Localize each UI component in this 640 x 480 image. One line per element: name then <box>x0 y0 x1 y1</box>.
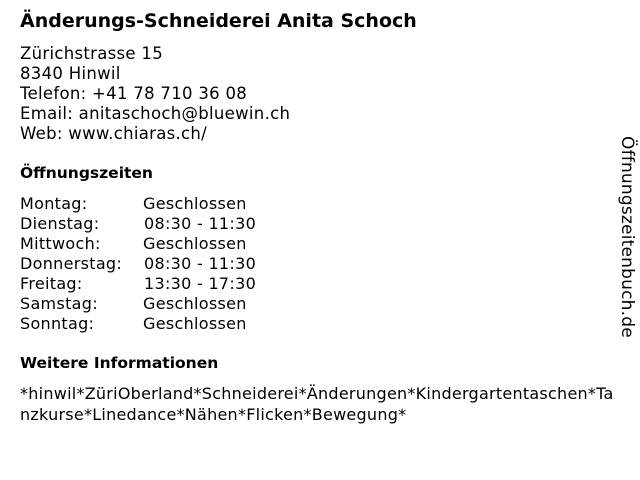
time-value: 13:30 - 17:30 <box>144 274 257 293</box>
time-value: Geschlossen <box>143 314 247 333</box>
day-label: Donnerstag: <box>20 254 123 273</box>
time-value: Geschlossen <box>143 194 247 213</box>
business-name: Änderungs-Schneiderei Anita Schoch <box>20 10 417 32</box>
more-info-heading: Weitere Informationen <box>20 354 219 372</box>
time-value: 08:30 - 11:30 <box>144 254 257 273</box>
site-watermark: Öffnungszeitenbuch.de <box>617 136 637 338</box>
day-label: Freitag: <box>20 274 83 293</box>
info-tags: *hinwil*ZüriOberland*Schneiderei*Änderungen*Kindergartentaschen*Tanzkurse*Linedance*Nähen*Flicken*Bewegung* <box>20 384 614 424</box>
time-value: Geschlossen <box>143 294 247 313</box>
email-address[interactable]: Email: anitaschoch@bluewin.ch <box>20 104 291 123</box>
day-label: Samstag: <box>20 294 98 313</box>
day-label: Dienstag: <box>20 214 100 233</box>
website-link[interactable]: Web: www.chiaras.ch/ <box>20 124 208 143</box>
day-label: Mittwoch: <box>20 234 101 253</box>
phone-number[interactable]: Telefon: +41 78 710 36 08 <box>20 84 248 103</box>
day-label: Sonntag: <box>20 314 95 333</box>
time-value: 08:30 - 11:30 <box>144 214 257 233</box>
street-address: Zürichstrasse 15 <box>20 44 164 63</box>
opening-hours-heading: Öffnungszeiten <box>20 164 153 182</box>
time-value: Geschlossen <box>143 234 247 253</box>
city-postal: 8340 Hinwil <box>20 64 121 83</box>
contact-block <box>20 44 290 144</box>
day-label: Montag: <box>20 194 88 213</box>
